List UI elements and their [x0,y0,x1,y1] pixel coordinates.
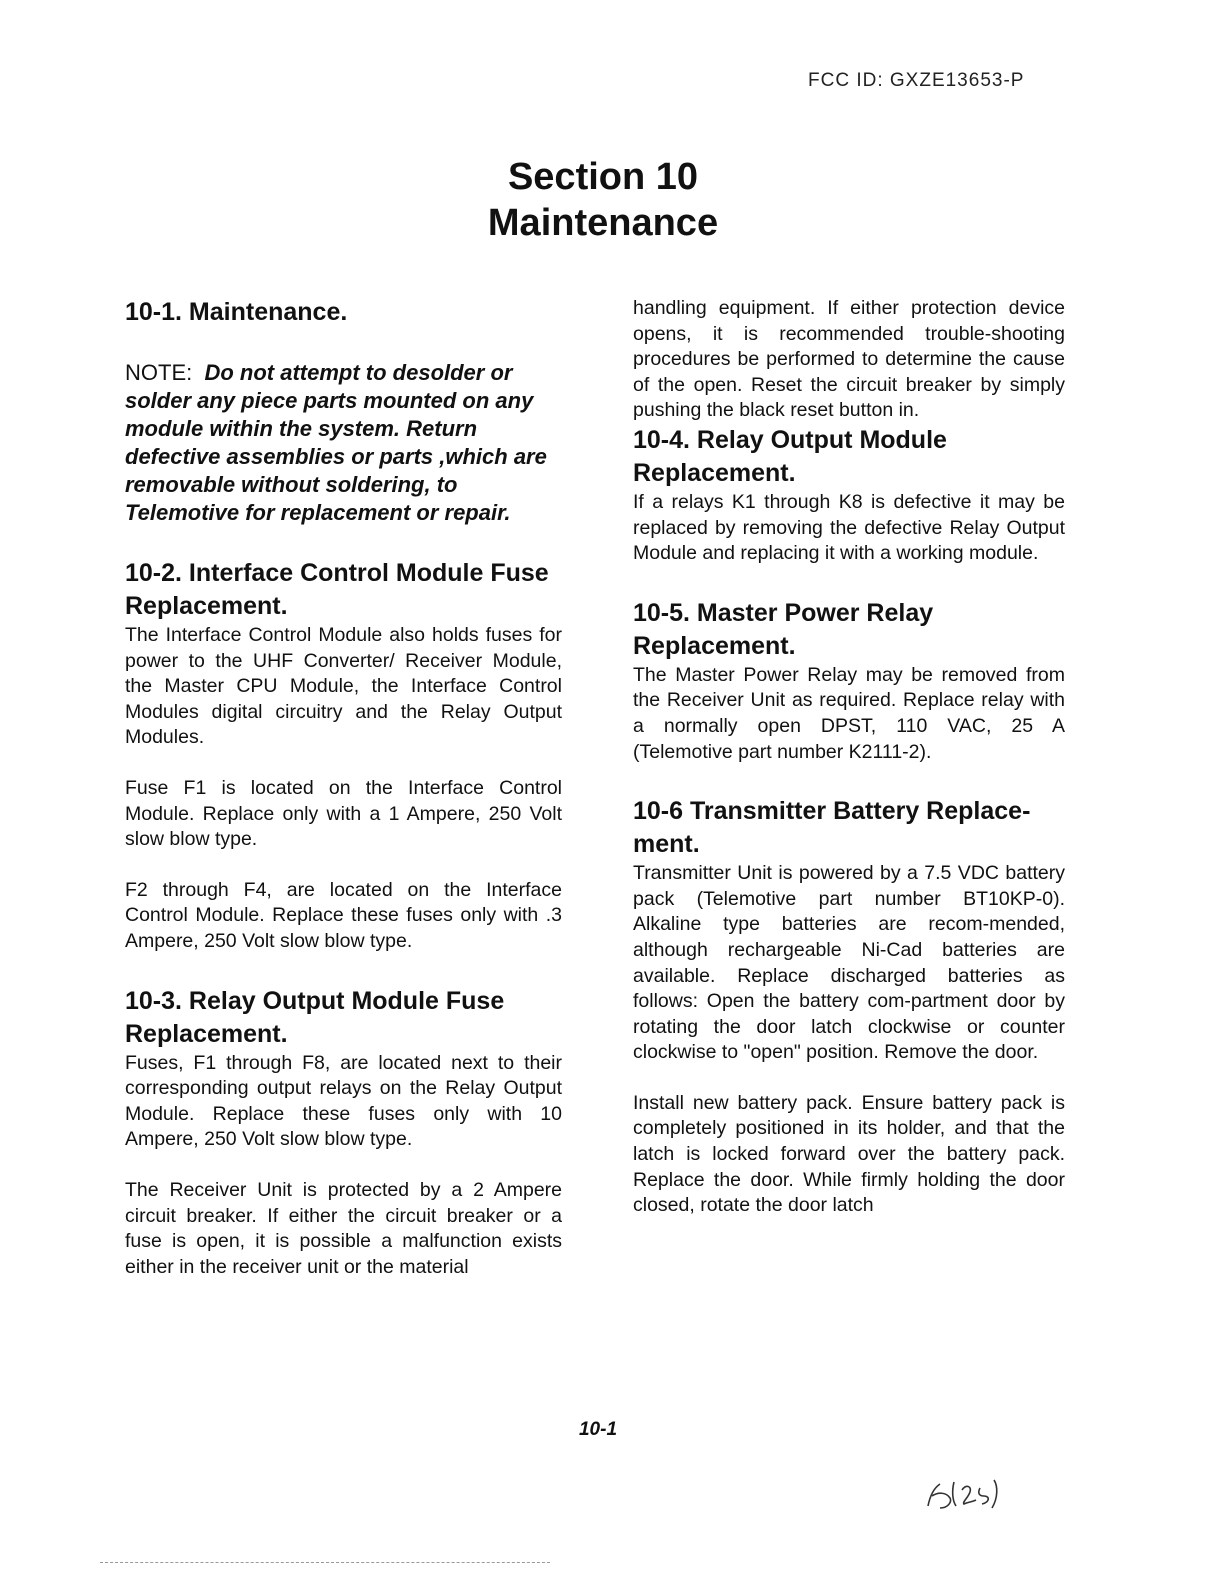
right-column [633,296,1065,1219]
left-column [125,296,562,1280]
section-name: Maintenance [487,202,719,244]
heading-10-3: 10-3. Relay Output Module Fuse Replacement. [125,986,505,1048]
note-text: Do not attempt to desolder or solder any piece parts mounted on any module within the system. Return defective assemblies or parts ,which are removable without soldering, to Telemotive for replacement or repair. [125,360,547,525]
heading-10-1: 10-1. Maintenance. [125,298,348,326]
heading-10-6: 10-6 Transmitter Battery Replace-ment. [633,797,1031,859]
paragraph-10-2-f1: Fuse F1 is located on the Interface Control Module. Replace only with a 1 Ampere, 250 Volt slow blow type. [125,776,562,851]
heading-10-4: 10-4. Relay Output Module Replacement. [633,425,947,487]
paragraph-10-6-install: Install new battery pack. Ensure battery pack is completely positioned in its holder, and that the latch is locked forward over the battery pack. Replace the door. While firmly holding the door closed, rotate the door latch [633,1091,1065,1217]
paragraph-10-5: The Master Power Relay may be removed from the Receiver Unit as required. Replace relay with a normally open DPST, 110 VAC, 25 A (Telemotive part number K2111-2). [633,663,1065,763]
paragraph-10-3-breaker-continued: handling equipment. If either protection device opens, it is recommended trouble-shooting procedures be performed to determine the cause of the open. Reset the circuit breaker by simply pushing the black reset button in. [633,297,1065,422]
paragraph-10-6-battery: Transmitter Unit is powered by a 7.5 VDC battery pack (Telemotive part number BT10KP-0). Alkaline type batteries are recom-mended, although rechargeable Ni-Cad batteries are available. Replace discharged batteries as follows: Open the battery com-partment door by rotating the door latch clockwise or counter clockwise to "open" position. Remove the door. [633,862,1065,1064]
paragraph-10-3-breaker: The Receiver Unit is protected by a 2 Ampere circuit breaker. If either the circuit breaker or a fuse is open, it is possible a malfunction exists either in the receiver unit or the material [125,1178,562,1278]
heading-10-5: 10-5. Master Power Relay Replacement. [633,598,934,660]
page-number: 10-1 [578,1419,618,1440]
paragraph-10-3-fuses: Fuses, F1 through F8, are located next to their corresponding output relays on the Relay Output Module. Replace these fuses only with 10 Ampere, 250 Volt slow blow type. [125,1051,562,1151]
section-number: Section 10 [507,156,699,198]
maintenance-note [125,359,562,527]
heading-10-2: 10-2. Interface Control Module Fuse Replacement. [125,559,549,620]
handwritten-signature [920,1468,1010,1518]
paragraph-10-2-fuses: The Interface Control Module also holds fuses for power to the UHF Converter/ Receiver Module, the Master CPU Module, the Interface Control Modules digital circuitry and the Relay Output Modules. [125,624,562,749]
paragraph-10-4: If a relays K1 through K8 is defective it may be replaced by removing the defective Relay Output Module and replacing it with a working module. [633,490,1065,565]
scan-artifact-line [100,1562,550,1565]
fcc-id: FCC ID: GXZE13653-P [808,70,1025,91]
section-title [0,154,1206,246]
note-label: NOTE: [125,360,193,385]
paragraph-10-2-f2-f4: F2 through F4, are located on the Interface Control Module. Replace these fuses only with .3 Ampere, 250 Volt slow blow type. [125,878,562,952]
